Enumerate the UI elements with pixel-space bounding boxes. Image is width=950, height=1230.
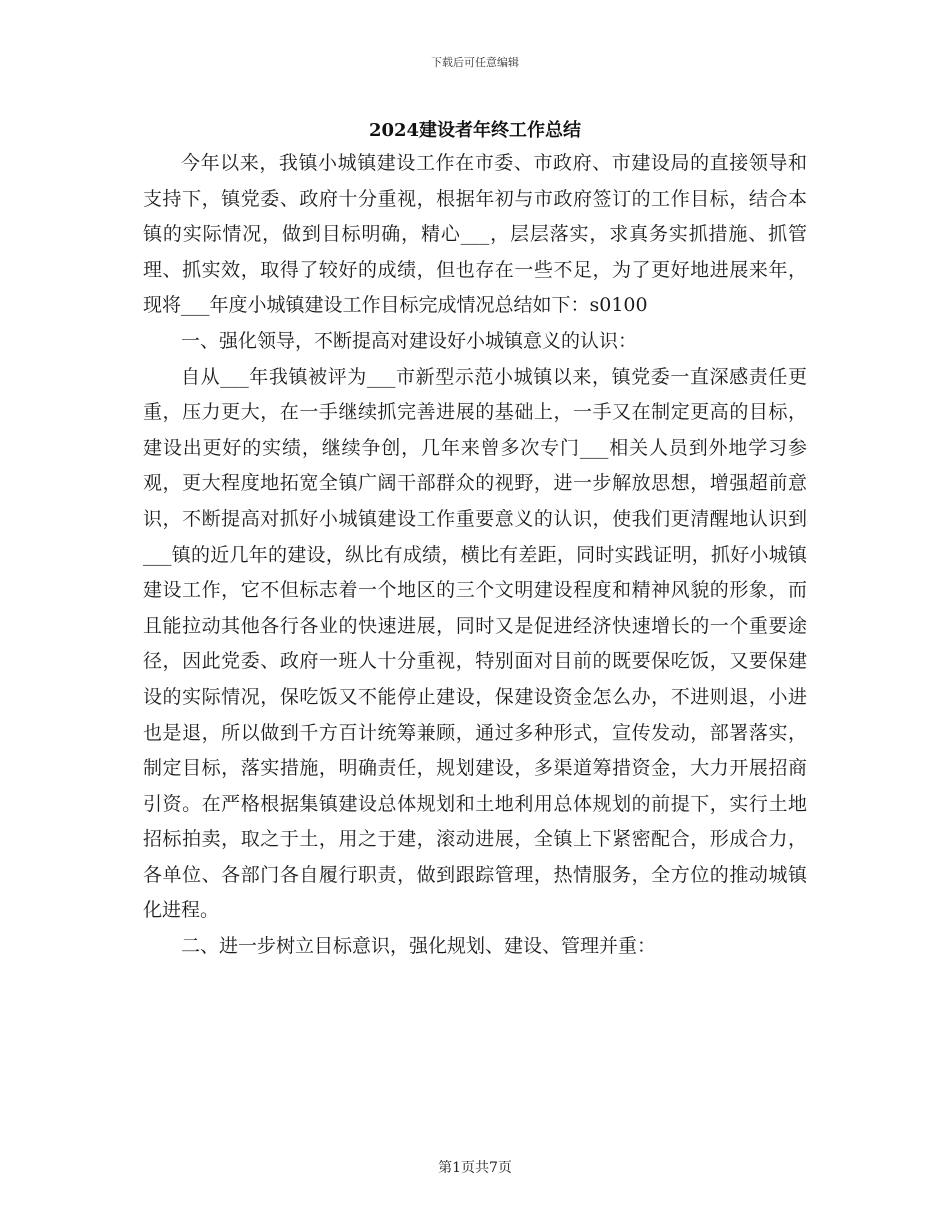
paragraph-intro: 今年以来，我镇小城镇建设工作在市委、市政府、市建设局的直接领导和支持下，镇党委、政府十分重视，根据年初与市政府签订的工作目标，结合本镇的实际情况，做到目标明确，精心___，层层落实，求真务实抓措施、抓管理、抓实效，取得了较好的成绩，但也存在一些不足，为了更好地进展来年，现将___年度小城镇建设工作目标完成情况总结如下：s0100 <box>143 152 807 317</box>
section-heading-2: 二、进一步树立目标意识，强化规划、建设、管理并重： <box>181 935 657 958</box>
document-body <box>143 146 807 965</box>
paragraph-section-1: 自从___年我镇被评为___市新型示范小城镇以来，镇党委一直深感责任更重，压力更大，在一手继续抓完善进展的基础上，一手又在制定更高的目标，建设出更好的实绩，继续争创，几年来曾多次专门___相关人员到外地学习参观，更大程度地拓宽全镇广阔干部群众的视野，进一步解放思想，增强超前意识，不断提高对抓好小城镇建设工作重要意义的认识，使我们更清醒地认识到___镇的近几年的建设，纵比有成绩，横比有差距，同时实践证明，抓好小城镇建设工作，它不但标志着一个地区的三个文明建设程度和精神风貌的形象，而且能拉动其他各行各业的快速进展，同时又是促进经济快速增长的一个重要途径，因此党委、政府一班人十分重视，特别面对目前的既要保吃饭，又要保建设的实际情况，保吃饭又不能停止建设，保建设资金怎么办，不进则退，小进也是退，所以做到千方百计统筹兼顾，通过多种形式，宣传发动，部署落实，制定目标，落实措施，明确责任，规划建设，多渠道筹措资金，大力开展招商引资。在严格根据集镇建设总体规划和土地利用总体规划的前提下，实行土地招标拍卖，取之于土，用之于建，滚动进展，全镇上下紧密配合，形成合力，各单位、各部门各自履行职责，做到跟踪管理，热情服务，全方位的推动城镇化进程。 <box>143 365 807 922</box>
page-indicator: 第1页共7页 <box>438 1160 512 1176</box>
section-heading-1: 一、强化领导，不断提高对建设好小城镇意义的认识： <box>181 329 638 352</box>
header-note: 下载后可任意编辑 <box>431 56 519 69</box>
document-title: 2024建设者年终工作总结 <box>368 120 582 141</box>
